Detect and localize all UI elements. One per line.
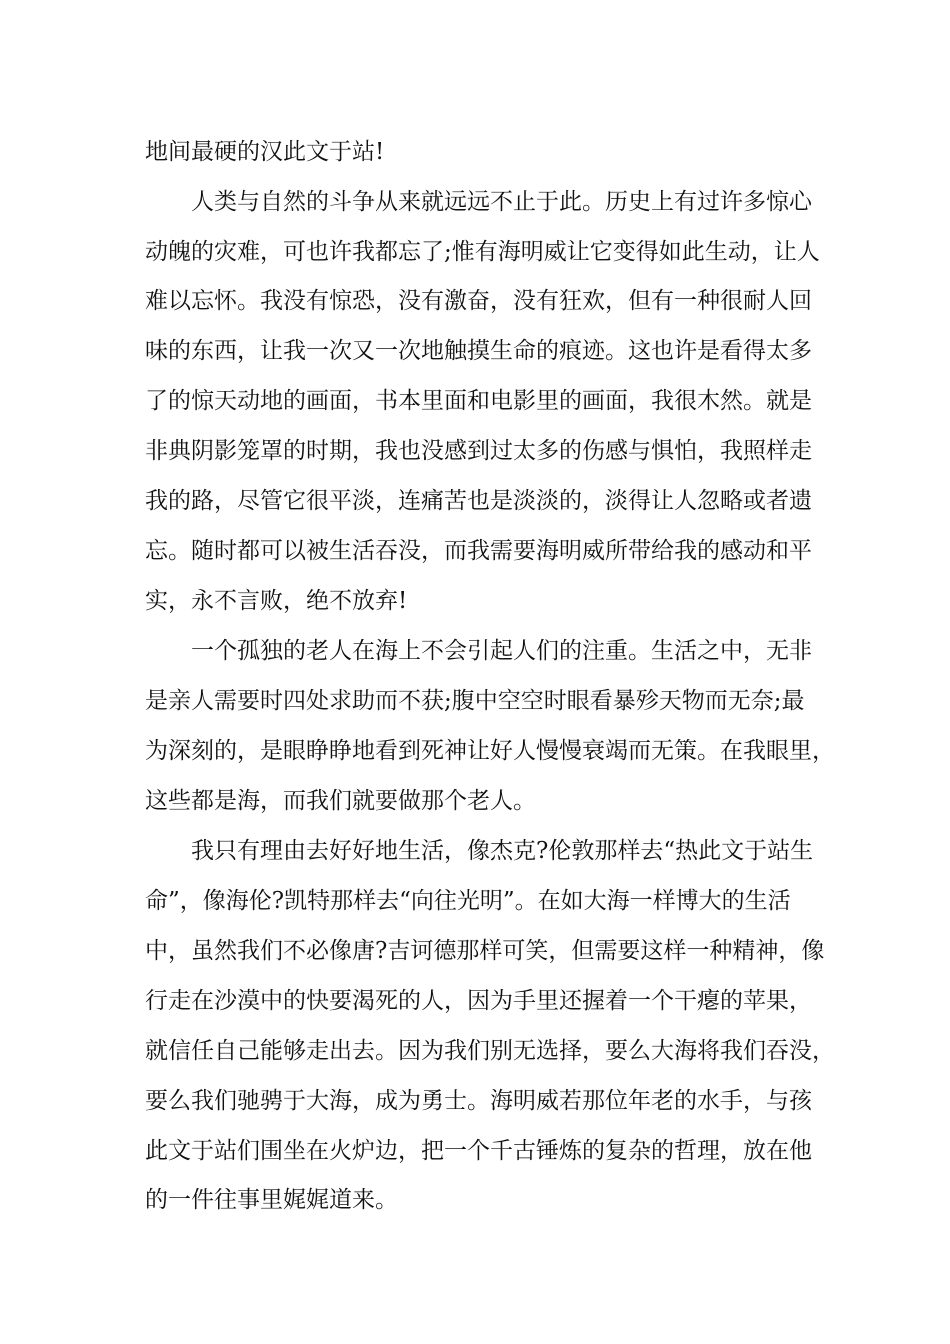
text-line: 要么我们驰骋于大海，成为勇士。海明威若那位年老的水手，与孩 (145, 1088, 812, 1114)
text-line: 为深刻的，是眼睁睁地看到死神让好人慢慢衰竭而无策。在我眼里， (145, 738, 835, 764)
text-line: 的一件往事里娓娓道来。 (145, 1187, 398, 1213)
text-line: 命”，像海伦?凯特那样去“向往光明”。在如大海一样博大的生活 (145, 888, 791, 914)
text-line: 我只有理由去好好地生活，像杰克?伦敦那样去“热此文于站生 (191, 838, 814, 864)
text-line: 这些都是海，而我们就要做那个老人。 (145, 788, 536, 814)
text-line: 非典阴影笼罩的时期，我也没感到过太多的伤感与惧怕，我照样走 (145, 438, 812, 464)
text-line: 实，永不言败，绝不放弃! (145, 588, 408, 614)
text-line: 就信任自己能够走出去。因为我们别无选择，要么大海将我们吞没， (145, 1038, 835, 1064)
text-line: 了的惊天动地的画面，书本里面和电影里的画面，我很木然。就是 (145, 388, 812, 414)
text-line: 动魄的灾难，可也许我都忘了;惟有海明威让它变得如此生动，让人 (145, 239, 820, 265)
text-line: 难以忘怀。我没有惊恐，没有激奋，没有狂欢，但有一种很耐人回 (145, 288, 812, 314)
text-line: 是亲人需要时四处求助而不获;腹中空空时眼看暴殄天物而无奈;最 (145, 688, 805, 714)
text-line: 中，虽然我们不必像唐?吉诃德那样可笑，但需要这样一种精神，像 (145, 938, 825, 964)
text-line: 味的东西，让我一次又一次地触摸生命的痕迹。这也许是看得太多 (145, 338, 812, 364)
text-line: 忘。随时都可以被生活吞没，而我需要海明威所带给我的感动和平 (145, 538, 812, 564)
text-line: 此文于站们围坐在火炉边，把一个千古锤炼的复杂的哲理，放在他 (145, 1138, 812, 1164)
text-line: 人类与自然的斗争从来就远远不止于此。历史上有过许多惊心 (191, 189, 812, 215)
text-line: 行走在沙漠中的快要渴死的人，因为手里还握着一个干瘪的苹果， (145, 988, 812, 1014)
text-line: 我的路，尽管它很平淡，连痛苦也是淡淡的，淡得让人忽略或者遗 (145, 488, 812, 514)
text-line: 一个孤独的老人在海上不会引起人们的注重。生活之中，无非 (191, 638, 812, 664)
text-line: 地间最硬的汉此文于站! (145, 139, 385, 165)
